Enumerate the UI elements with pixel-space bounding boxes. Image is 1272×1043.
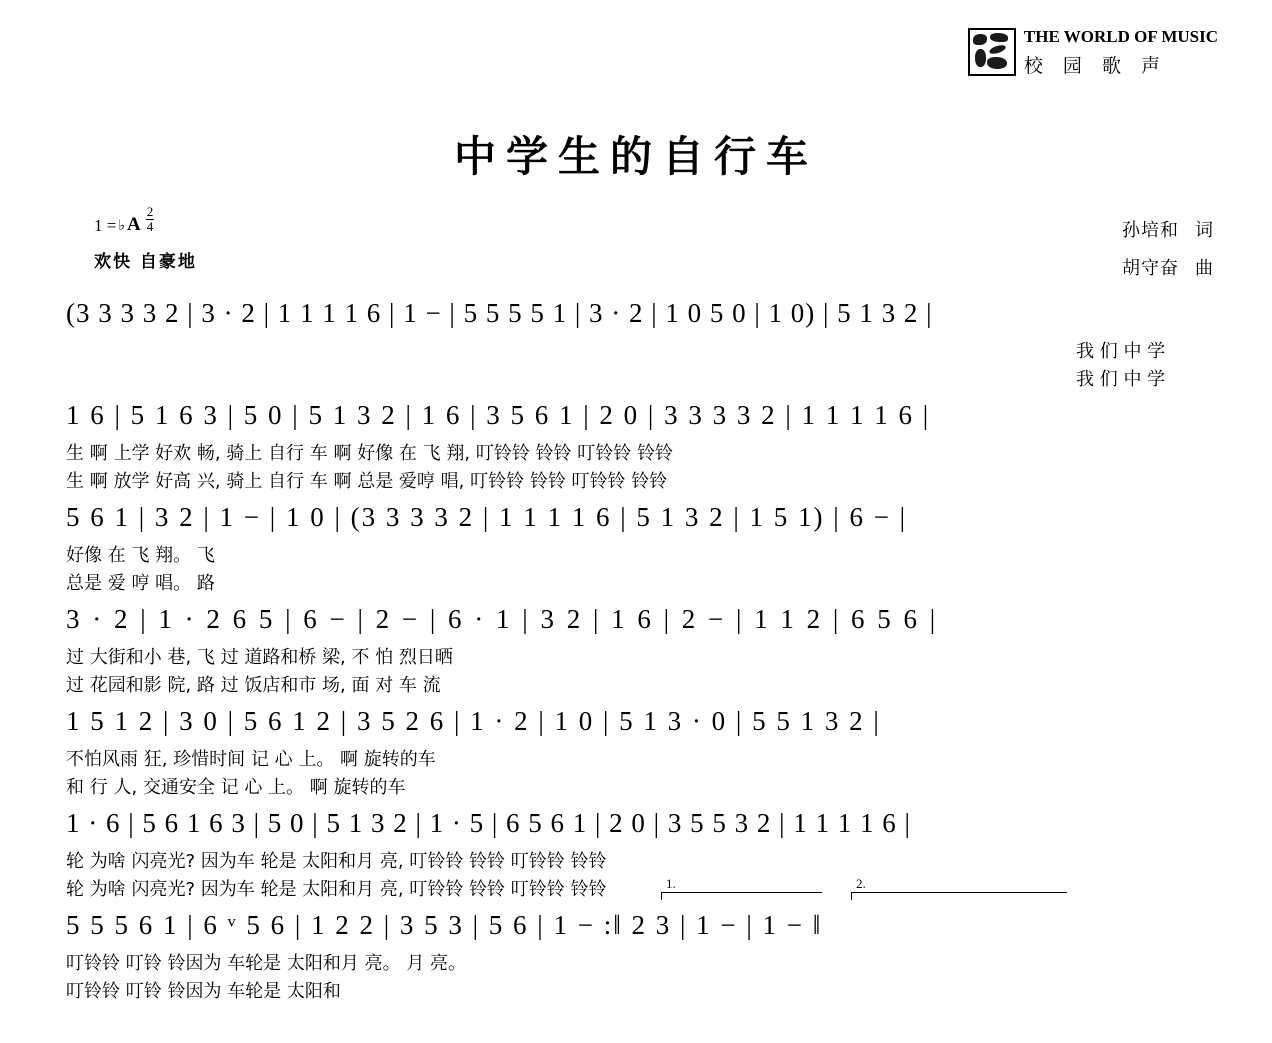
music-world-logo-icon	[968, 28, 1016, 76]
musical-score	[66, 298, 1216, 1012]
credits	[1122, 212, 1214, 288]
masthead-text	[1024, 28, 1218, 78]
masthead	[968, 28, 1218, 78]
notation-line: 5 6 1 | 3 2 | 1 − | 1 0 | (3 3 3 3 2 | 1 1 1 1 6 | 5 1 3 2 | 1 5 1) | 6 − |	[66, 502, 908, 532]
key-signature-block	[94, 206, 197, 272]
score-system	[66, 706, 1216, 802]
lyric-line-verse2: 叮铃铃 叮铃 铃因为 车轮是 太阳和	[66, 981, 341, 1002]
composer-name: 胡守奋	[1122, 257, 1179, 279]
key-prefix: 1 =	[94, 216, 117, 236]
score-system	[66, 808, 1216, 904]
notation-line: 1 6 | 5 1 6 3 | 5 0 | 5 1 3 2 | 1 6 | 3 5 6 1 | 2 0 | 3 3 3 3 2 | 1 1 1 1 6 |	[66, 400, 931, 430]
composer-line	[1122, 250, 1214, 288]
lyric-line-verse2: 轮 为啥 闪亮光? 因为车 轮是 太阳和月 亮, 叮铃铃 铃铃 叮铃铃 铃铃	[66, 879, 607, 900]
score-system	[66, 298, 1216, 394]
notation-line: 1 5 1 2 | 3 0 | 5 6 1 2 | 3 5 2 6 | 1 · 2 | 1 0 | 5 1 3 · 0 | 5 5 1 3 2 |	[66, 706, 881, 736]
repeat-bracket-2	[851, 892, 1067, 900]
lyric-line-verse1: 我 们 中 学	[1076, 341, 1166, 362]
notation-line: (3 3 3 3 2 | 3 · 2 | 1 1 1 1 6 | 1 − | 5 5 5 5 1 | 3 · 2 | 1 0 5 0 | 1 0) | 5 1 3 2 |	[66, 298, 933, 328]
notation-line: 5 5 5 6 1 | 6 ᵛ 5 6 | 1 2 2 | 3 5 3 | 5 6 | 1 − :‖ 2 3 | 1 − | 1 − ‖	[66, 910, 823, 940]
composer-role: 曲	[1195, 257, 1214, 279]
lyric-line-verse1: 轮 为啥 闪亮光? 因为车 轮是 太阳和月 亮, 叮铃铃 铃铃 叮铃铃 铃铃	[66, 851, 607, 872]
lyric-line-verse2: 和 行 人, 交通安全 记 心 上。 啊 旋转的车	[66, 777, 406, 798]
masthead-english-title: THE WORLD OF MUSIC	[1023, 27, 1218, 46]
key-name: A	[126, 214, 141, 236]
masthead-chinese-title: 校 园 歌 声	[1023, 55, 1168, 77]
lyric-line-verse1: 好像 在 飞 翔。 飞	[66, 545, 215, 566]
lyric-line-verse2: 总是 爱 哼 唱。 路	[66, 573, 215, 594]
lyric-line-verse1: 生 啊 上学 好欢 畅, 骑上 自行 车 啊 好像 在 飞 翔, 叮铃铃 铃铃 叮铃铃 铃铃	[66, 443, 673, 464]
notation-line: 3 · 2 | 1 · 2 6 5 | 6 − | 2 − | 6 · 1 | 3 2 | 1 6 | 2 − | 1 1 2 | 6 5 6 |	[66, 604, 939, 634]
lyric-line-verse2: 过 花园和影 院, 路 过 饭店和市 场, 面 对 车 流	[66, 675, 441, 696]
time-signature-denominator: 4	[146, 218, 154, 234]
time-signature-numerator: 2	[146, 204, 154, 219]
lyric-line-verse2: 我 们 中 学	[1076, 369, 1166, 390]
tempo-marking: 欢快 自豪地	[94, 252, 197, 273]
lyric-line-verse1: 叮铃铃 叮铃 铃因为 车轮是 太阳和月 亮。 月 亮。	[66, 953, 467, 974]
notation-line: 1 · 6 | 5 6 1 6 3 | 5 0 | 5 1 3 2 | 1 · 5 | 6 5 6 1 | 2 0 | 3 5 5 3 2 | 1 1 1 1 6 |	[66, 808, 911, 838]
lyric-line-verse1: 不怕风雨 狂, 珍惜时间 记 心 上。 啊 旋转的车	[66, 749, 436, 770]
lyricist-name: 孙培和	[1122, 220, 1179, 241]
lyricist-line	[1122, 212, 1214, 250]
repeat-number-2: 2.	[856, 876, 866, 891]
score-system	[66, 502, 1216, 598]
lyric-line-verse2: 生 啊 放学 好高 兴, 骑上 自行 车 啊 总是 爱哼 唱, 叮铃铃 铃铃 叮铃铃 铃铃	[66, 471, 668, 492]
lyric-line-verse1: 过 大街和小 巷, 飞 过 道路和桥 梁, 不 怕 烈日晒	[66, 647, 453, 668]
score-system	[66, 604, 1216, 700]
page-title: 中学生的自行车	[453, 132, 818, 181]
flat-icon: ♭	[118, 219, 125, 235]
repeat-number-1: 1.	[666, 876, 676, 891]
time-signature	[146, 205, 155, 233]
lyricist-role: 词	[1195, 220, 1214, 241]
score-system	[66, 400, 1216, 496]
repeat-bracket-1	[661, 892, 822, 900]
